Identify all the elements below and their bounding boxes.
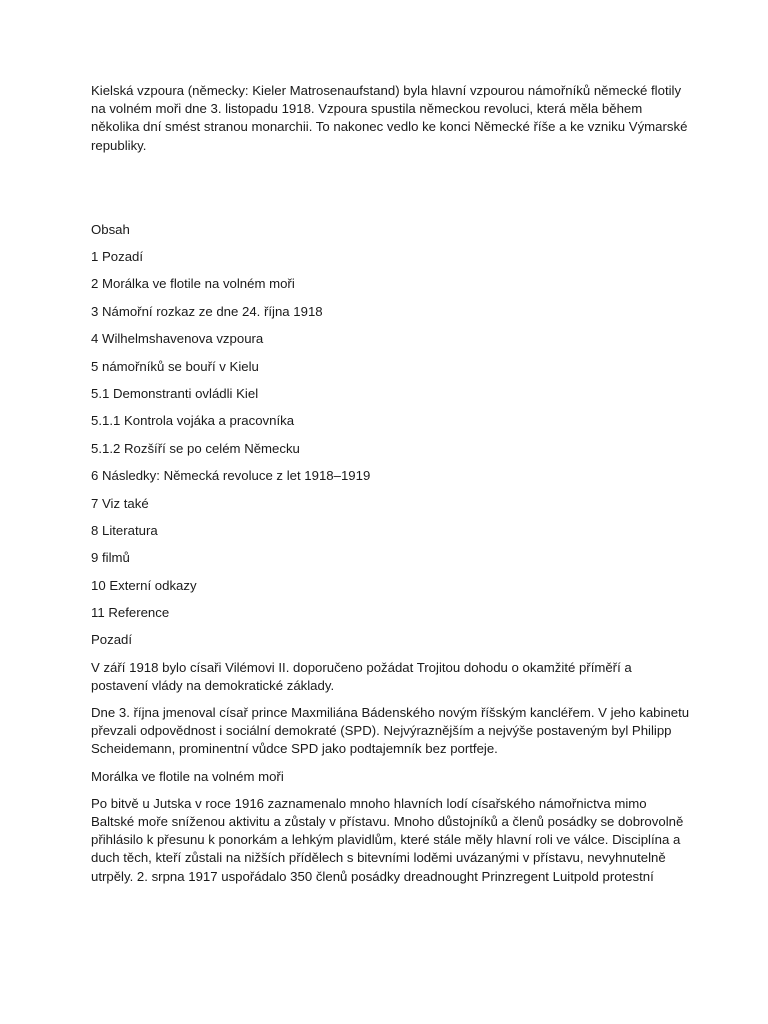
toc-item-kiel-vzpoura[interactable]: 5 námořníků se bouří v Kielu — [91, 358, 259, 374]
toc-item-demonstranti[interactable]: 5.1 Demonstranti ovládli Kiel — [91, 385, 259, 401]
toc-item-externi-odkazy[interactable]: 10 Externí odkazy — [91, 577, 197, 593]
intro-paragraph: Kielská vzpoura (německy: Kieler Matrosenaufstand) byla hlavní vzpourou námořníků německé flotily na volném moři dne 3. listopadu 1918. Vzpoura spustila německou revoluci, která měla během několika dní smést stranou monarchii. To nakonec vedlo ke konci Německé říše a ke vzniku Výmarské republiky. — [91, 83, 688, 153]
toc-item-moralka[interactable]: 2 Morálka ve flotile na volném moři — [91, 276, 295, 292]
toc-item-pozadi[interactable]: 1 Pozadí — [91, 249, 144, 265]
toc-item-rozsiri[interactable]: 5.1.2 Rozšíří se po celém Německu — [91, 440, 300, 456]
body-paragraph: V září 1918 bylo císaři Vilémovi II. doporučeno požádat Trojitou dohodu o okamžité příměří a postavení vlády na demokratické základy. — [91, 659, 632, 693]
toc-item-kontrola[interactable]: 5.1.1 Kontrola vojáka a pracovníka — [91, 413, 295, 429]
toc-item-wilhelmshaven[interactable]: 4 Wilhelmshavenova vzpoura — [91, 331, 264, 347]
toc-item-nasledky[interactable]: 6 Následky: Německá revoluce z let 1918–1919 — [91, 468, 371, 484]
section-heading-moralka: Morálka ve flotile na volném moři — [91, 768, 284, 784]
toc-item-reference[interactable]: 11 Reference — [91, 605, 170, 621]
toc-heading: Obsah — [91, 221, 130, 237]
body-paragraph: Dne 3. října jmenoval císař prince Maxmiliána Bádenského novým říšským kancléřem. V jeho kabinetu převzali odpovědnost i sociální demokraté (SPD). Nejvýraznějším a nejvýše postaveným byl Philipp Scheidemann, prominentní vůdce SPD jako podtajemník bez portfeje. — [91, 704, 690, 757]
toc-item-filmy[interactable]: 9 filmů — [91, 550, 130, 566]
document-page — [91, 82, 691, 895]
table-of-contents — [91, 248, 691, 622]
toc-item-literatura[interactable]: 8 Literatura — [91, 522, 158, 538]
toc-item-namorni-rozkaz[interactable]: 3 Námořní rozkaz ze dne 24. října 1918 — [91, 303, 323, 319]
section-heading-pozadi: Pozadí — [91, 632, 133, 648]
body-paragraph: Po bitvě u Jutska v roce 1916 zaznamenalo mnoho hlavních lodí císařského námořnictva mimo Baltské moře sníženou aktivitu a zůstaly v přístavu. Mnoho důstojníků a členů posádky se dobrovolně přihlásilo k přesunu k ponorkám a lehkým plavidlům, které stále měly hlavní roli ve válce. Disciplína a duch těch, kteří zůstali na nižších přídělech s bitevními loděmi uvázanými v přístavu, nevyhnutelně utrpěly. 2. srpna 1917 uspořádalo 350 členů posádky dreadnought Prinzregent Luitpold protestní — [91, 795, 684, 884]
toc-item-viz-take[interactable]: 7 Viz také — [91, 495, 149, 511]
